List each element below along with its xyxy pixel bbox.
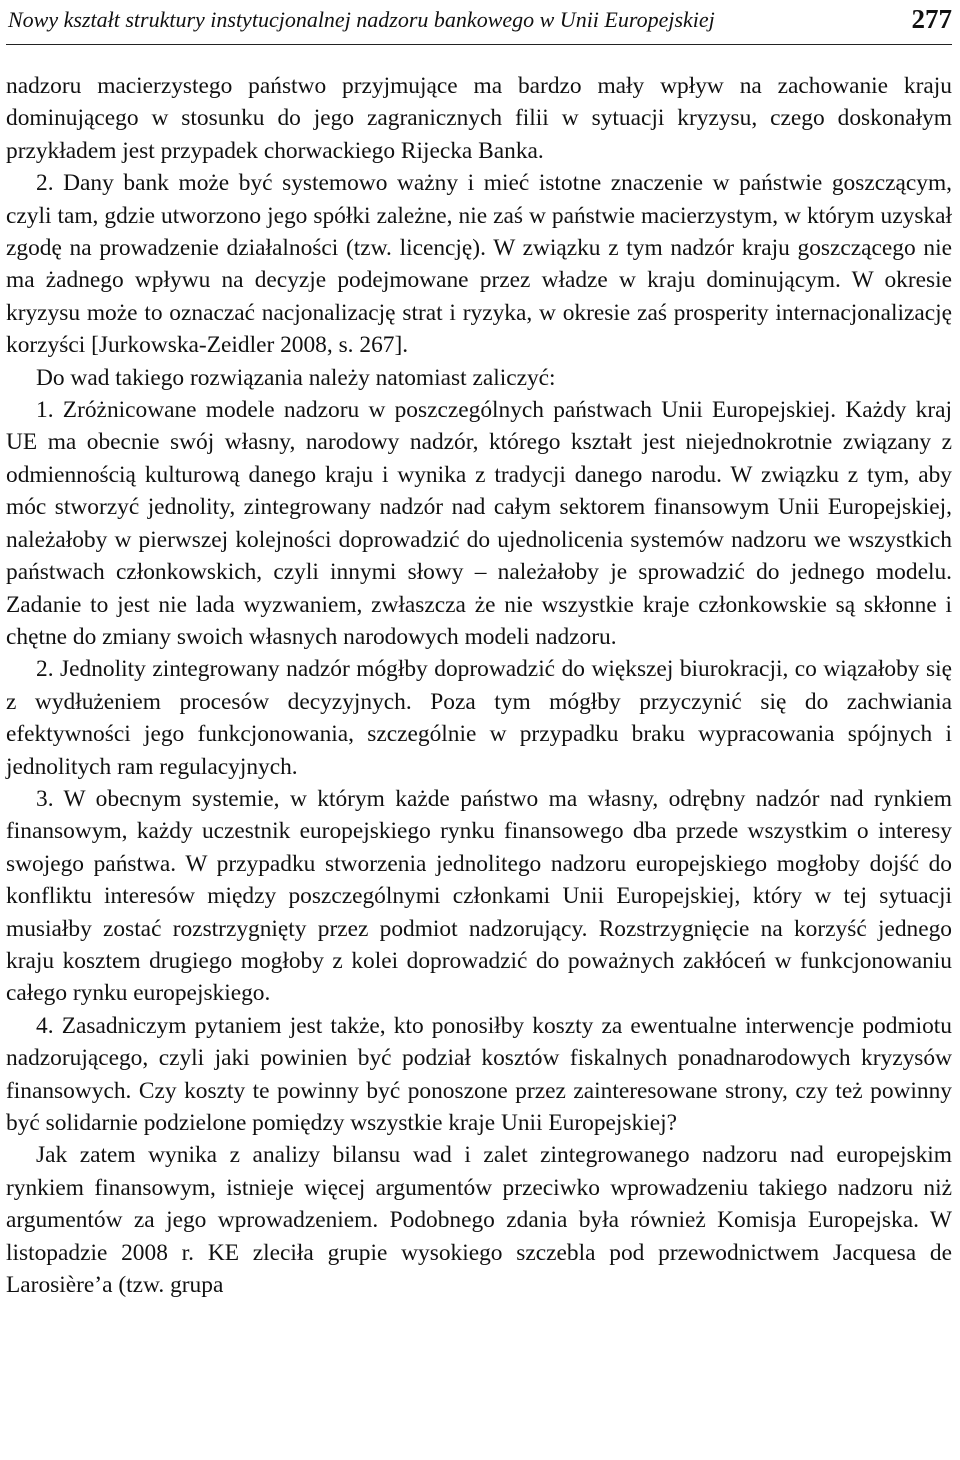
paragraph-continuation: nadzoru macierzystego państwo przyjmujące ma bardzo mały wpływ na zachowanie kraju dominującego w stosunku do jego zagranicznych filii w sytuacji kryzysu, czego doskonałym przykładem jest przypadek chorwackiego Rijecka Banka. [6, 73, 952, 164]
paragraph-disadvantage-2: 2. Jednolity zintegrowany nadzór mógłby doprowadzić do większej biurokracji, co wiązałoby się z wydłużeniem procesów decyzyjnych. Poza tym mógłby przyczynić się do zachwiania efektywności jego funkcjonowania, szczególnie w przypadku braku wypracowania spójnych i jednolitych ram regulacyjnych. [6, 656, 952, 780]
document-page [6, 0, 952, 1301]
paragraph-conclusion: Jak zatem wynika z analizy bilansu wad i zalet zintegrowanego nadzoru nad europejskim rynkiem finansowym, istnieje więcej argumentów przeciwko wprowadzeniu takiego nadzoru niż argumentów za jego wprowadzeniem. Podobnego zdania była również Komisja Europejska. W listopadzie 2008 r. KE zleciła grupie wysokiego szczebla pod przewodnictwem Jacquesa de Larosière’a (tzw. grupa [6, 1142, 952, 1299]
page-number: 277 [911, 4, 952, 34]
paragraph-disadvantage-1: 1. Zróżnicowane modele nadzoru w poszczególnych państwach Unii Europejskiej. Każdy kraj UE ma obecnie swój własny, narodowy nadzór, którego kształt jest niejednokrotnie związany z odmiennością kulturową danego kraju i wynika z tradycji danego narodu. W związku z tym, aby móc stworzyć jednolity, zintegrowany nadzór nad całym sektorem finansowym Unii Europejskiej, należałoby w pierwszej kolejności doprowadzić do ujednolicenia systemów nadzoru we wszystkich państwach członkowskich, czyli innymi słowy – należałoby je sprowadzić do jednego modelu. Zadanie to jest nie lada wyzwaniem, zwłaszcza że nie wszystkie kraje członkowskie są skłonne i chętne do zmiany swoich własnych narodowych modeli nadzoru. [6, 397, 952, 650]
paragraph-disadvantage-4: 4. Zasadniczym pytaniem jest także, kto ponosiłby koszty za ewentualne interwencje podmiotu nadzorującego, czyli jaki powinien być podział kosztów fiskalnych ponadnarodowych kryzysów finansowych. Czy koszty te powinny być ponoszone przez zainteresowane strony, czy też powinny być solidarnie podzielone pomiędzy wszystkie kraje Unii Europejskiej? [6, 1012, 952, 1136]
running-title: Nowy kształt struktury instytucjonalnej nadzoru bankowego w Unii Europejskiej [8, 7, 715, 32]
paragraph-disadvantage-3: 3. W obecnym systemie, w którym każde państwo ma własny, odrębny nadzór nad rynkiem finansowym, każdy uczestnik europejskiego rynku finansowego dba przede wszystkim o interesy swojego państwa. W przypadku stworzenia jednolitego nadzoru europejskiego mogłoby dojść do konfliktu interesów między poszczególnymi członkami Unii Europejskiej, który w tej sytuacji musiałby zostać rozstrzygnięty przez podmiot nadzorujący. Rozstrzygnięcie na korzyść jednego kraju kosztem drugiego mogłoby z kolei doprowadzić do poważnych zakłóceń w funkcjonowaniu całego rynku europejskiego. [6, 785, 952, 1007]
body-text [6, 70, 952, 1301]
running-header [6, 6, 952, 45]
paragraph-point-2-advantage: 2. Dany bank może być systemowo ważny i mieć istotne znaczenie w państwie goszczącym, czyli tam, gdzie utworzono jego spółki zależne, nie zaś w państwie macierzystym, w którym uzyskał zgodę na prowadzenie działalności (tzw. licencję). W związku z tym nadzór kraju goszczącego nie ma żadnego wpływu na decyzje podejmowane przez władze w kraju dominującym. W okresie kryzysu może to oznaczać nacjonalizację strat i ryzyka, w okresie zaś prosperity internacjonalizację korzyści [Jurkowska-Zeidler 2008, s. 267]. [6, 170, 952, 359]
paragraph-disadvantages-intro: Do wad takiego rozwiązania należy natomiast zaliczyć: [36, 364, 556, 391]
